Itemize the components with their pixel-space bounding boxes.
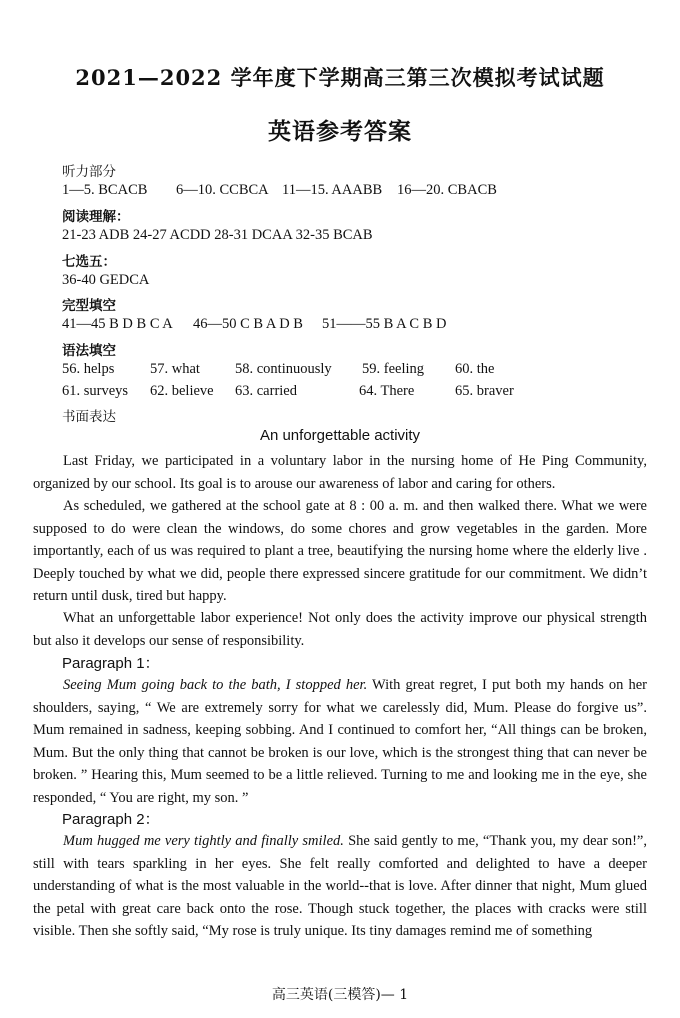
writing-heading: 书面表达 bbox=[62, 409, 116, 425]
grammar-answer: 58. continuously bbox=[235, 361, 332, 377]
reading-heading: 阅读理解： bbox=[62, 209, 130, 225]
page-footer: 高三英语(三模答)— 1 bbox=[271, 987, 409, 1003]
paragraph-2-label: Paragraph 2： bbox=[62, 811, 160, 828]
cloze-answer: 41—45 B D B C A bbox=[62, 316, 173, 332]
seven-five-answers: 36-40 GEDCA bbox=[62, 272, 150, 288]
grammar-answer: 62. believe bbox=[150, 383, 214, 399]
grammar-answer: 61. surveys bbox=[62, 383, 129, 399]
essay-paragraph: What an unforgettable labor experience! Not only does the activity improve our physical strength but also it develops our sense of responsibility. bbox=[33, 610, 647, 649]
listening-heading: 听力部分 bbox=[62, 164, 116, 180]
paragraph-1-label: Paragraph 1： bbox=[62, 655, 160, 672]
cloze-answer: 46—50 C B A D B bbox=[193, 316, 303, 332]
grammar-answer: 60. the bbox=[455, 361, 495, 377]
page-title: 2021—2022 学年度下学期高三第三次模拟考试试题 bbox=[75, 65, 605, 90]
grammar-answer: 57. what bbox=[150, 361, 200, 377]
reading-answers: 21-23 ADB 24-27 ACDD 28-31 DCAA 32-35 BCAB bbox=[62, 227, 373, 243]
grammar-answer: 56. helps bbox=[62, 361, 115, 377]
continuation-paragraph-1: Seeing Mum going back to the bath, I stopped her. With great regret, I put both my hands on her shoulders, saying, “ We are extremely sorry for what we carelessly did, Mum. Please do forgive us”. Mum remained in sadness, keeping sobbing. And I continued to comfort her, “All things can be broken, Mum. But the only thing that cannot be broken is our love, which is the strongest thing that can never be broken. ” Hearing this, Mum seemed to be a little relieved. Turning to me and looking me in the eye, she responded, “ You are right, my son. ” bbox=[33, 677, 648, 806]
page-subtitle: 英语参考答案 bbox=[268, 119, 412, 145]
essay-paragraph: Last Friday, we participated in a voluntary labor in the nursing home of He Ping Community, organized by our school. Its goal is to arouse our awareness of labor and caring for others. bbox=[33, 453, 647, 492]
essay-title: An unforgettable activity bbox=[259, 427, 421, 444]
grammar-answer: 59. feeling bbox=[362, 361, 425, 377]
listening-answer: 6—10. CCBCA bbox=[176, 182, 269, 198]
seven-five-heading: 七选五： bbox=[62, 254, 116, 270]
essay-paragraph: As scheduled, we gathered at the school gate at 8 : 00 a. m. and then walked there. What we were supposed to do were clean the windows, do some chores and grow vegetables in the garden. More importantly, each of us was required to plant a tree, beautifying the nursing home where the elderly live . Deeply touched by what we did, people there expressed sincere gratitude for our commitment. We didn’t return until dusk, tired but happy. bbox=[33, 498, 647, 604]
grammar-heading: 语法填空 bbox=[62, 343, 116, 359]
continuation-paragraph-2: Mum hugged me very tightly and finally smiled. She said gently to me, “Thank you, my dear son!”, still with tears sparkling in her eyes. She felt really comforted and delighted to have a deeper understanding of what is the most valuable in the world--that is love. After dinner that night, Mum glued the petal with great care back onto the rose. Though stuck together, the places with cracks were still visible. Then she softly said, “My rose is truly unique. Its tiny damages remind me of something bbox=[33, 833, 647, 939]
listening-answer: 11—15. AAABB bbox=[282, 182, 383, 198]
grammar-answer: 63. carried bbox=[235, 383, 297, 399]
listening-answer: 1—5. BCACB bbox=[62, 182, 148, 198]
grammar-answer: 65. braver bbox=[455, 383, 514, 399]
listening-answer: 16—20. CBACB bbox=[397, 182, 497, 198]
cloze-heading: 完型填空 bbox=[62, 298, 116, 314]
cloze-answer: 51——55 B A C B D bbox=[322, 316, 447, 332]
grammar-answer: 64. There bbox=[359, 383, 415, 399]
